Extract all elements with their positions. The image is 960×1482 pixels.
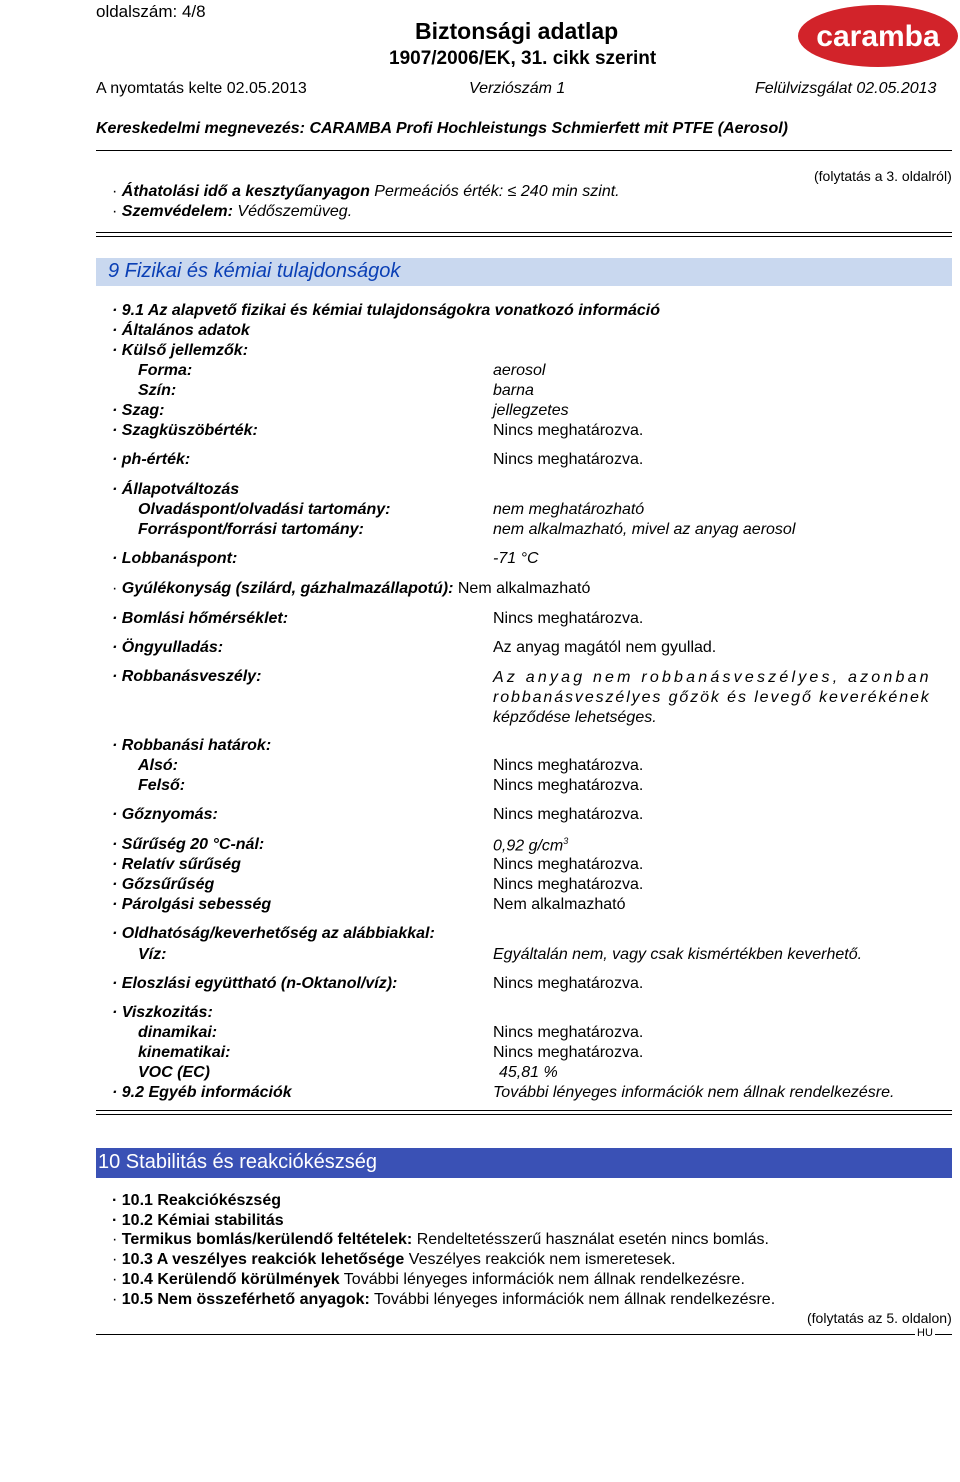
solubility-label: · Oldhatóság/keverhetőség az alábbiakkal: (112, 925, 435, 942)
divider (96, 1114, 952, 1115)
voc-value: 45,81 % (499, 1064, 558, 1081)
decomposition-value: Nincs meghatározva. (493, 610, 644, 627)
upper-limit-value: Nincs meghatározva. (493, 777, 644, 794)
incompatible-materials-row: · 10.5 Nem összeférhető anyagok: További lényeges információk nem állnak rendelkezésre. (112, 1291, 776, 1308)
divider (96, 236, 952, 237)
odor-threshold-value: Nincs meghatározva. (493, 422, 644, 439)
melting-value: nem meghatározható (493, 501, 645, 518)
kinematic-value: Nincs meghatározva. (493, 1044, 644, 1061)
revision-date: Felülvizsgálat 02.05.2013 (755, 80, 937, 97)
divider (96, 150, 952, 151)
divider (96, 1334, 952, 1335)
relative-density-label: · Relatív sűrűség (112, 856, 241, 873)
penetration-time-row: · Áthatolási idő a kesztyűanyagon Permeációs érték: ≤ 240 min szint. (112, 183, 620, 200)
evaporation-rate-label: · Párolgási sebesség (112, 896, 272, 913)
melting-label: Olvadáspont/olvadási tartomány: (138, 501, 391, 518)
regulation-reference: 1907/2006/EK, 31. cikk szerint (389, 48, 657, 69)
lower-limit-value: Nincs meghatározva. (493, 757, 644, 774)
water-label: Víz: (138, 946, 167, 963)
flammability-row: · Gyúlékonyság (szilárd, gázhalmazállapotú): Nem alkalmazható (112, 580, 591, 597)
general-info: · Általános adatok (112, 322, 250, 339)
chemical-stability: · 10.2 Kémiai stabilitás (112, 1212, 284, 1229)
flash-point-label: · Lobbanáspont: (112, 550, 238, 567)
thermal-decomposition-row: · Termikus bomlás/kerülendő feltételek: Rendeltetésszerű használat esetén nincs bomlás. (112, 1231, 769, 1248)
density-value: 0,92 $g/cm^3$ (493, 836, 569, 855)
boiling-value: nem alkalmazható, mivel az anyag aerosol (493, 521, 796, 538)
relative-density-value: Nincs meghatározva. (493, 856, 644, 873)
odor-value: jellegzetes (493, 402, 569, 419)
document-title: Biztonsági adatlap (415, 18, 619, 44)
decomposition-label: · Bomlási hőmérséklet: (112, 610, 289, 627)
kinematic-label: kinematikai: (138, 1044, 231, 1061)
color-value: barna (493, 382, 534, 399)
continued-from: (folytatás a 3. oldalról) (814, 168, 952, 184)
color-label: Szín: (138, 382, 177, 399)
trade-name: Kereskedelmi megnevezés: CARAMBA Profi Hochleistungs Schmierfett mit PTFE (Aerosol) (96, 120, 788, 137)
eye-protection-row: · Szemvédelem: Védőszemüveg. (112, 203, 353, 220)
state-change: · Állapotváltozás (112, 481, 240, 498)
form-label: Forma: (138, 362, 193, 379)
self-ignition-value: Az anyag magától nem gyullad. (493, 639, 717, 656)
partition-coeff-label: · Eloszlási együttható (n-Oktanol/víz): (112, 975, 398, 992)
subsection-9-1: · 9.1 Az alapvető fizikai és kémiai tulajdonságokra vonatkozó információ (112, 302, 661, 319)
self-ignition-label: · Öngyulladás: (112, 639, 224, 656)
water-value: Egyáltalán nem, vagy csak kismértékben keverhető. (493, 946, 863, 963)
hazardous-reactions-row: · 10.3 A veszélyes reakciók lehetősége Veszélyes reakciók nem ismeretesek. (112, 1251, 676, 1268)
density-label: · Sűrűség 20 °C-nál: (112, 836, 265, 853)
page-number: oldalszám: 4/8 (96, 2, 206, 21)
other-info-label: · 9.2 Egyéb információk (112, 1084, 292, 1101)
evaporation-rate-value: Nem alkalmazható (493, 896, 626, 913)
ph-label: · ph-érték: (112, 451, 191, 468)
upper-limit-label: Felső: (138, 777, 186, 794)
vapor-pressure-value: Nincs meghatározva. (493, 806, 644, 823)
conditions-to-avoid-row: · 10.4 Kerülendő körülmények További lényeges információk nem állnak rendelkezésre. (112, 1271, 745, 1288)
vapor-density-value: Nincs meghatározva. (493, 876, 644, 893)
flash-point-value: -71 °C (493, 550, 539, 567)
logo-text: caramba (816, 20, 940, 53)
boiling-label: Forráspont/forrási tartomány: (138, 521, 364, 538)
odor-label: · Szag: (112, 402, 165, 419)
print-date: A nyomtatás kelte 02.05.2013 (96, 80, 307, 97)
odor-threshold-label: · Szagküszöbérték: (112, 422, 258, 439)
explosion-limits-label: · Robbanási határok: (112, 737, 272, 754)
lower-limit-label: Alsó: (138, 757, 178, 774)
ph-value: Nincs meghatározva. (493, 451, 644, 468)
vapor-pressure-label: · Gőznyomás: (112, 806, 218, 823)
divider (96, 232, 952, 233)
continued-to: (folytatás az 5. oldalon) (807, 1310, 952, 1326)
vapor-density-label: · Gőzsűrűség (112, 876, 215, 893)
dynamic-label: dinamikai: (138, 1024, 218, 1041)
version-number: Verziószám 1 (469, 80, 566, 97)
form-value: aerosol (493, 362, 546, 379)
section-9-heading: 9 Fizikai és kémiai tulajdonságok (96, 258, 952, 286)
voc-label: VOC (EC) (138, 1064, 210, 1081)
caramba-logo (797, 4, 959, 68)
explosion-danger-value: Az anyag nem robbanásveszélyes, azonban robbanásveszélyes gőzök és levegő keverékének képződése lehetséges. (493, 669, 932, 726)
viscosity-label: · Viszkozitás: (112, 1004, 213, 1021)
section-10-heading: 10 Stabilitás és reakciókészség (96, 1148, 952, 1178)
appearance: · Külső jellemzők: (112, 342, 249, 359)
partition-coeff-value: Nincs meghatározva. (493, 975, 644, 992)
language-code: HU (917, 1327, 933, 1339)
dynamic-value: Nincs meghatározva. (493, 1024, 644, 1041)
divider (96, 1110, 952, 1111)
other-info-value: További lényeges információk nem állnak rendelkezésre. (493, 1084, 895, 1101)
reactivity: · 10.1 Reakciókészség (112, 1192, 281, 1209)
explosion-danger-label: · Robbanásveszély: (112, 668, 262, 685)
